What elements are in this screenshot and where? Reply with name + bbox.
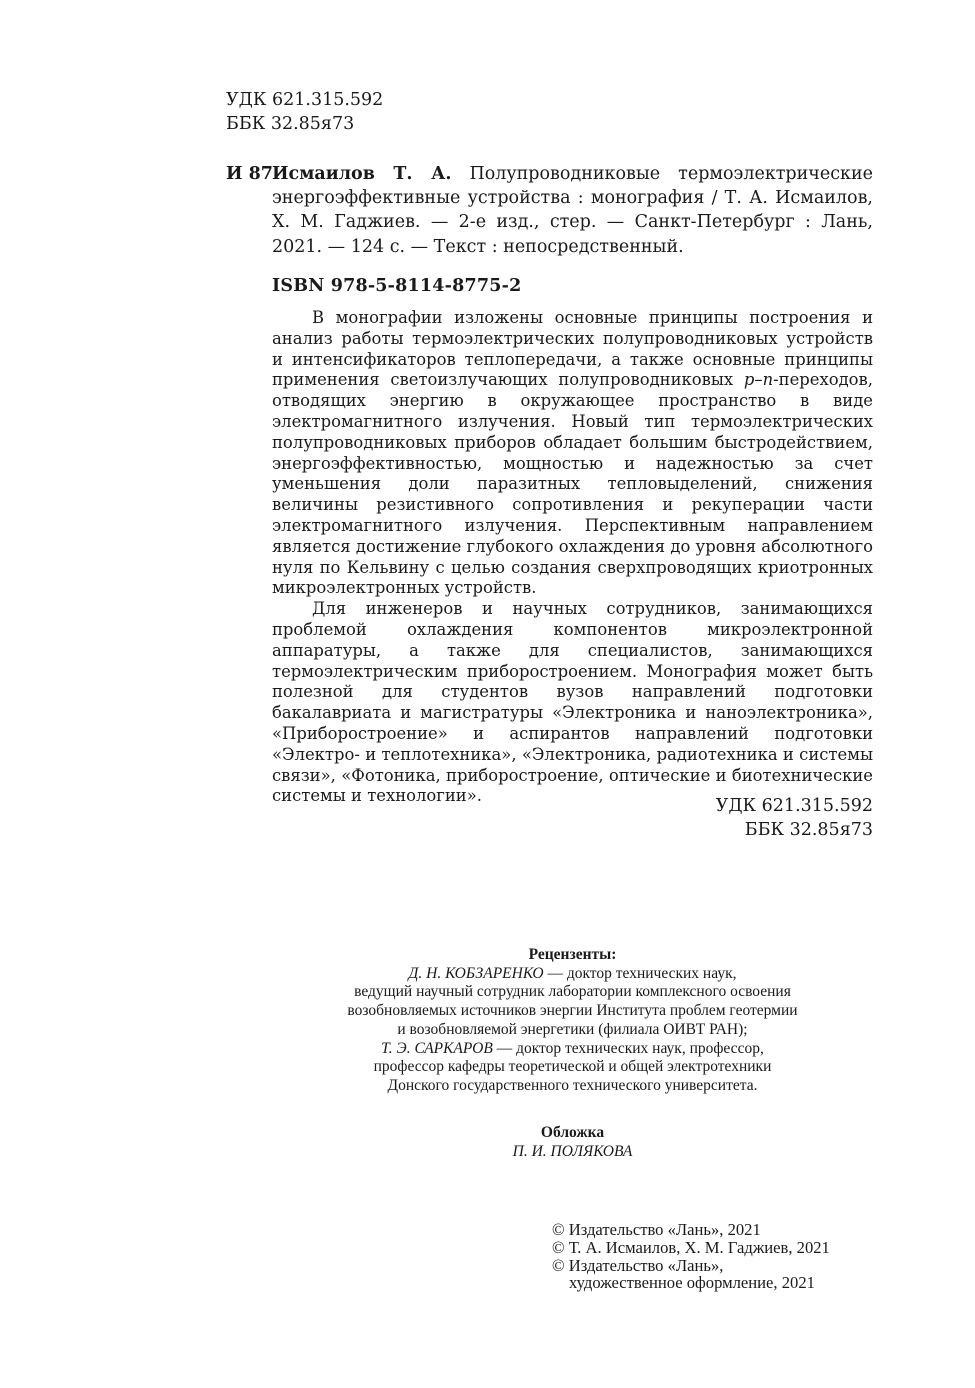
cover-artist: П. И. ПОЛЯКОВА [512, 1143, 633, 1160]
author-name: Исмаилов Т. А. [272, 164, 452, 184]
bbk-code: ББК 32.85я73 [744, 820, 873, 840]
author-index-code: И 87 [226, 164, 273, 184]
udk-code: УДК 621.315.592 [715, 796, 873, 816]
copyright-line: художественное оформление, 2021 [569, 1273, 815, 1293]
annotation-paragraph: В монографии изложены основные принципы построения и анализ работы термоэлектрических полупроводниковых устройств и интенсификаторов теплопередачи, а также основные принципы применения светоизлучающих полупроводниковых p–n-переходов, отводящих энергию в окружающее пространство в виде электромагнитного излучения. Новый тип термоэлектрических полупроводниковых приборов обладает большим быстродействием, энергоэффективностью, мощностью и надежностью за счет уменьшения доли паразитных тепловыделений, снижения величины резистивного сопротивления и рекуперации части электромагнитного излучения. Перспективным направлением является достижение глубокого охлаждения до уровня абсолютного нуля по Кельвину с целью создания сверхпроводящих криотронных микроэлектронных устройств. [272, 308, 873, 598]
cover-credit [300, 1123, 845, 1161]
copyright-block [552, 1221, 830, 1292]
copyright-line: © Т. А. Исмаилов, Х. М. Гаджиев, 2021 [552, 1237, 830, 1257]
reviewer-1: Д. Н. КОБЗАРЕНКО — доктор технических наук, [408, 964, 737, 982]
udk-code: УДК 621.315.592 [226, 90, 384, 110]
classification-codes-top [226, 88, 383, 136]
reviewer-2: Т. Э. САРКАРОВ — доктор технических наук, профессор, [381, 1039, 764, 1057]
classification-codes-bottom [716, 794, 873, 842]
reviewer-name: Д. Н. КОБЗАРЕНКО [408, 964, 544, 982]
isbn: ISBN 978-5-8114-8775-2 [272, 276, 522, 296]
annotation [272, 308, 873, 807]
annotation-paragraph: Для инженеров и научных сотрудников, занимающихся проблемой охлаждения компонентов микроэлектронной аппаратуры, а также для специалистов, занимающихся термоэлектрическим приборостроением. Монография может быть полезной для студентов вузов направлений подготовки бакалавриата и магистратуры «Электроника и наноэлектроника», «Приборостроение» и аспирантов направлений подготовки «Электро- и теплотехника», «Электроника, радиотехника и системы связи», «Фотоника, приборостроение, оптические и биотехнические системы и технологии». [272, 599, 873, 806]
reviewer-name: Т. Э. САРКАРОВ [381, 1039, 493, 1057]
bibliographic-description: Полупроводниковые термоэлектрические энергоэффективные устройства : монография / Т. А. Исмаилов, Х. М. Гаджиев. — 2-е изд., стер. — Санкт-Петербург : Лань, 2021. — 124 с. — Текст : непосредственный. [272, 164, 873, 257]
copyright-line: © Издательство «Лань», 2021 [552, 1220, 761, 1239]
reviewers-block: Рецензенты: Д. Н. КОБЗАРЕНКО — доктор технических наук, ведущий научный сотрудник лаборатории комплексного освоения возобновляемых источников энергии Института проблем геотермии и возобновляемой энергетики (филиала ОИВТ РАН); Т. Э. САРКАРОВ — доктор технических наук, профессор, профессор кафедры теоретической и общей электротехники Донского государственного технического университета. [300, 946, 845, 1096]
reviewers-heading: Рецензенты: [528, 946, 617, 963]
cover-heading: Обложка [540, 1124, 605, 1141]
copyright-line: © Издательство «Лань», [552, 1255, 724, 1275]
bibliographic-record [272, 162, 873, 259]
pn-junction-term: p–n [743, 370, 774, 390]
bbk-code: ББК 32.85я73 [226, 114, 355, 134]
